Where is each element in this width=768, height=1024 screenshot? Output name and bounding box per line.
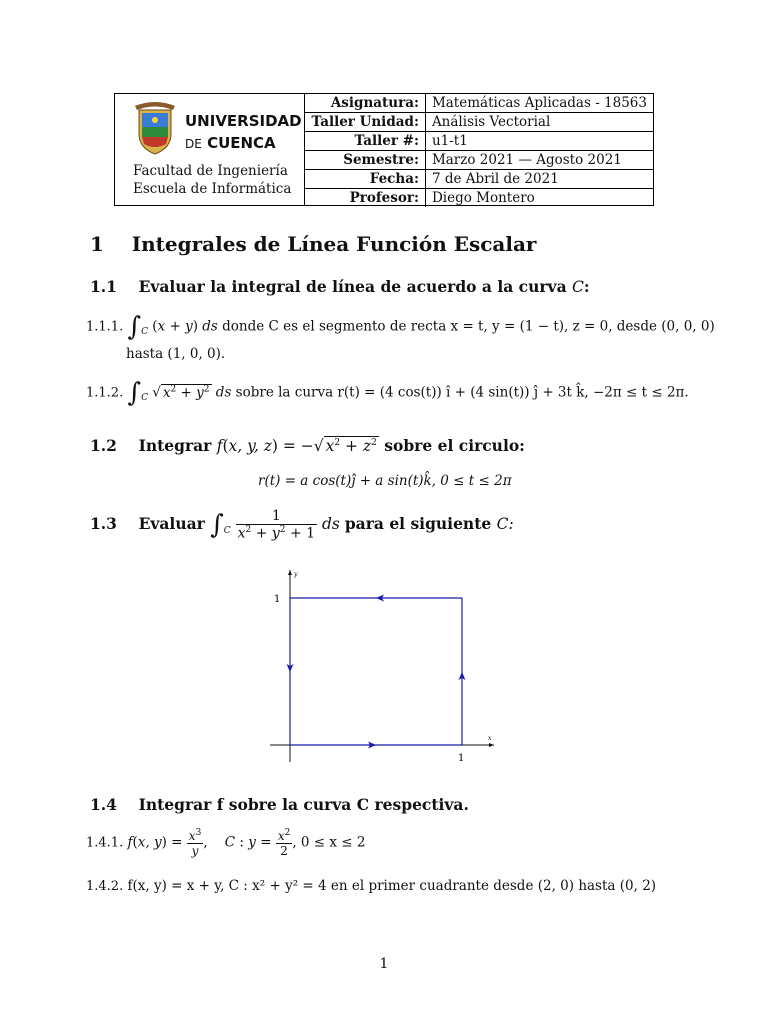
exercise-number: 1.1.1. [86,319,124,335]
x-tick-label: 1 [458,753,465,764]
subsection-title: Integrar f sobre la curva C respectiva. [138,795,469,814]
university-name [185,110,302,155]
info-key: Fecha: [305,170,425,189]
faculty-block [133,162,291,198]
subsection-number: 1.3 [90,513,117,533]
exercise-1-4-1: 1.4.1. f(x, y) = $\frac{x^3}{y}$ , C : y = $\frac{x^2}{2}$ , 0 ≤ x ≤ 2 [86,828,366,858]
subsection-title-post: sobre el circulo: [384,436,525,455]
subsection-1-3-heading: 1.3 Evaluar $\int_C$ $\frac{1}{x^2 + y^2 + 1}$ ds para el siguiente C: [90,508,514,542]
curve-plot [262,562,512,772]
page-number: 1 [379,956,389,972]
subsection-number: 1.1 [90,277,117,296]
info-value: Matemáticas Aplicadas - 18563 [425,94,653,113]
info-value: Análisis Vectorial [425,113,653,132]
section-title: Integrales de Línea Función Escalar [131,232,537,256]
info-value: Marzo 2021 — Agosto 2021 [425,151,653,170]
university-name-de: DE [185,137,202,151]
school-name: Escuela de Informática [133,181,292,197]
curve-symbol: C: [496,514,514,533]
exercise-text-continued: hasta (1, 0, 0). [126,346,226,362]
info-row [305,151,653,170]
integral-sign: ∫ [127,378,142,408]
curve-equation: r(t) = a cos(t)ĵ + a sin(t)k̂, 0 ≤ t ≤ 2π [258,473,512,489]
exercise-text: f(x, y) = x + y, C : x² + y² = 4 en el primer cuadrante desde (2, 0) hasta (0, 2) [127,878,657,894]
exercise-number: 1.4.1. [86,835,124,851]
info-row [305,132,653,151]
info-value: Diego Montero [431,189,535,206]
section-number: 1 [90,232,104,256]
x-axis-arrow-icon [489,743,494,747]
y-axis-arrow-icon [288,570,292,575]
info-key: Semestre: [305,151,425,170]
university-logo-cell [115,94,305,205]
university-name-line2: CUENCA [207,134,276,152]
course-info-table [305,94,653,207]
subsection-title: Evaluar la integral de línea de acuerdo a la curva [138,277,567,296]
curve-symbol: C [572,278,584,296]
info-row [305,189,653,208]
exercise-text: sobre la curva r(t) = (4 cos(t)) î + (4 sin(t)) ĵ + 3t k̂, −2π ≤ t ≤ 2π. [235,384,689,401]
exercise-1-1-2: 1.1.2. $\int_C$ √ $x^2 + y^2$ ds sobre la curva r(t) = (4 cos(t)) î + (4 sin(t)) ĵ + 3t k̂, −2π ≤ t ≤ 2π. [86,378,689,408]
section-1-heading [90,232,536,256]
integral-sign: ∫ [210,509,224,540]
subsection-1-4-heading [90,795,469,814]
integral-sign: ∫ [127,312,142,342]
info-key: Taller #: [305,132,425,151]
exercise-text: donde C es el segmento de recta x = t, y = (1 − t), z = 0, desde (0, 0, 0) [222,318,715,335]
info-value: u1-t1 [425,132,653,151]
exercise-number: 1.1.2. [86,385,124,401]
faculty-name: Facultad de Ingeniería [133,163,288,179]
y-tick-label: 1 [274,594,281,605]
subsection-number: 1.4 [90,795,117,814]
university-name-line1: UNIVERSIDAD [185,112,302,130]
subsection-number: 1.2 [90,436,117,455]
info-key: Profesor: [305,189,425,208]
exercise-range: 0 ≤ x ≤ 2 [300,834,366,851]
university-crest-icon [133,100,177,156]
exercise-1-1-1: 1.1.1. $\int_C$ (x + y) ds donde C es el segmento de recta x = t, y = (1 − t), z = 0, desde (0, 0, 0) [86,312,715,342]
subsection-title-pre: Integrar [138,436,212,455]
subsection-title-post: para el siguiente [344,513,492,533]
subsection-1-1-heading: 1.1 Evaluar la integral de línea de acuerdo a la curva C: [90,277,590,296]
exercise-1-4-2 [86,878,656,894]
subsection-title-pre: Evaluar [138,513,205,533]
x-axis-label: x [488,735,492,742]
info-key: Asignatura: [305,94,425,113]
info-row [305,94,653,113]
exercise-number: 1.4.2. [86,879,124,894]
info-row [305,170,653,189]
subsection-1-2-heading: 1.2 Integrar f(x, y, z) = −√ $x^2 + z^2$ sobre el circulo: [90,436,525,455]
info-value: 7 de Abril de 2021 [425,170,653,189]
info-row [305,113,653,132]
course-header [114,93,654,206]
info-key: Taller Unidad: [305,113,425,132]
y-axis-label: y [294,571,298,578]
